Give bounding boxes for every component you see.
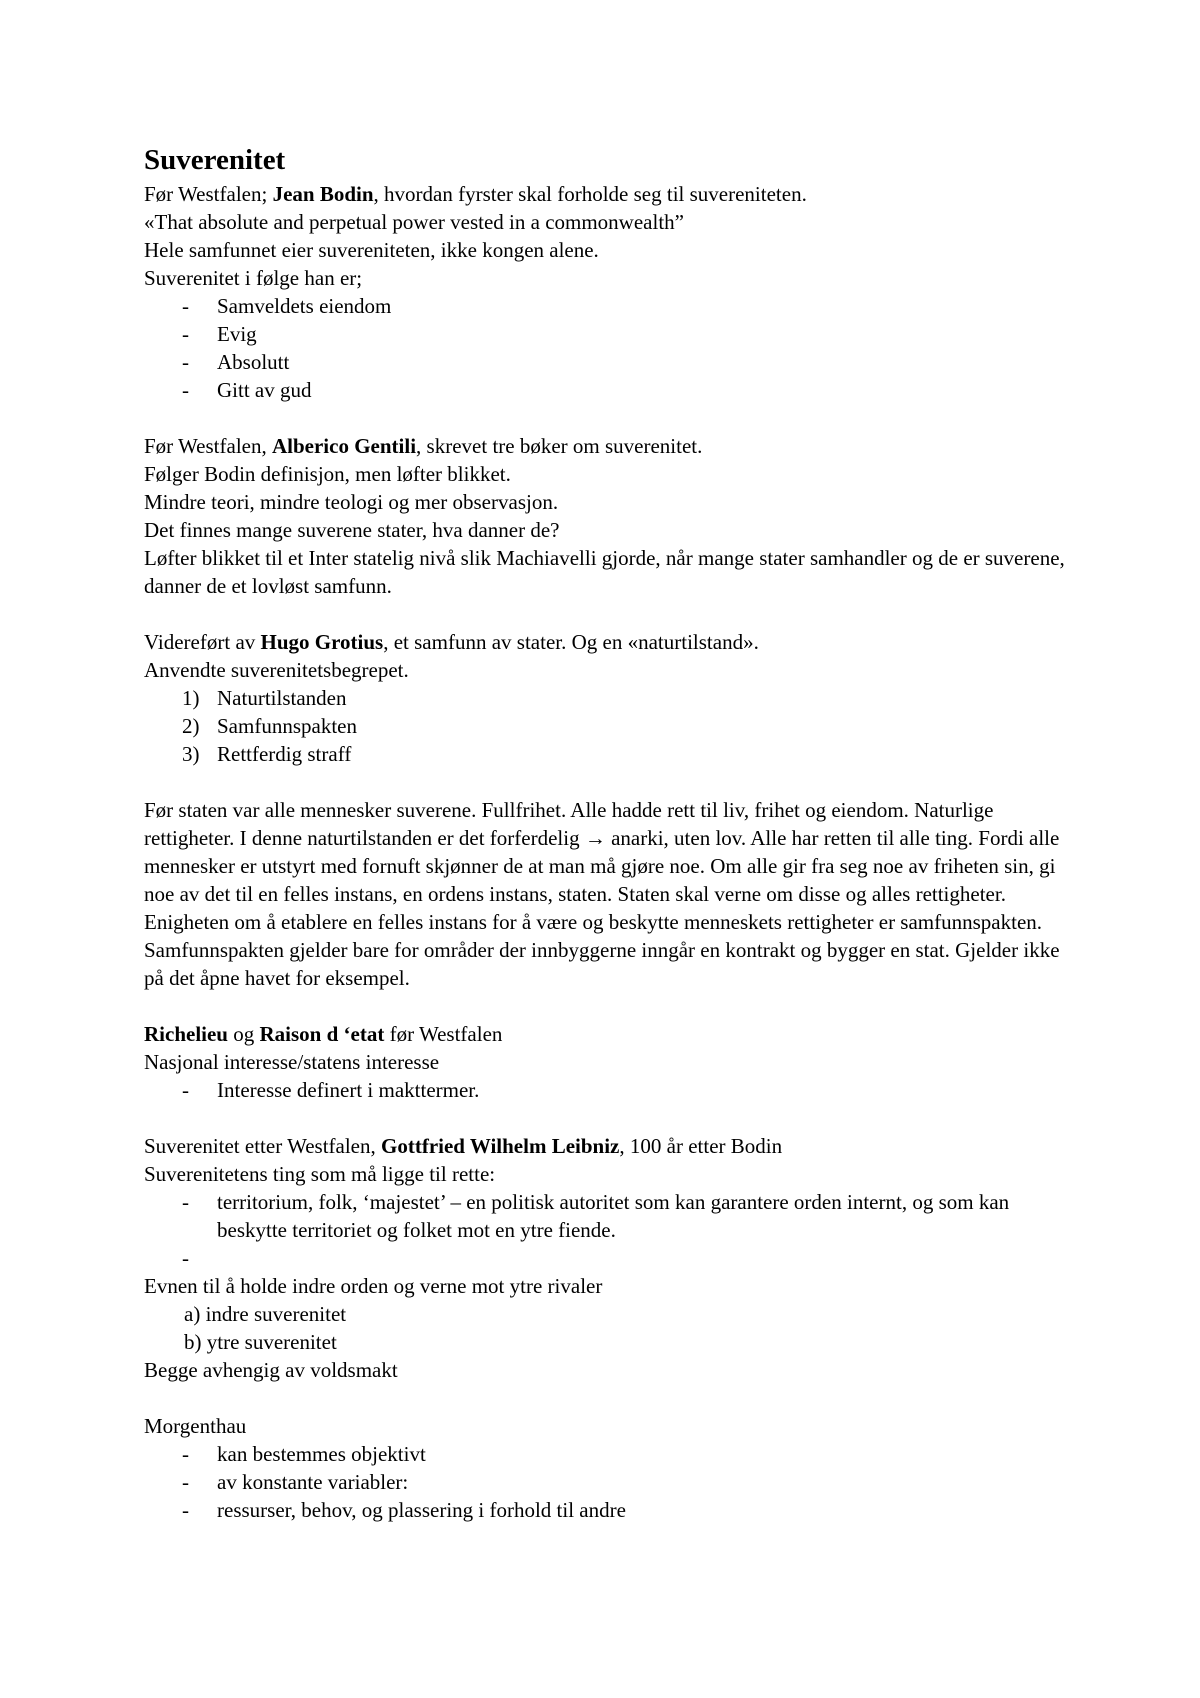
paragraph-line: Evnen til å holde indre orden og verne mot ytre rivaler [144, 1274, 603, 1298]
document-title: Suverenitet [144, 144, 286, 176]
text: Suverenitet etter Westfalen, [144, 1134, 381, 1158]
text: , skrevet tre bøker om suverenitet. [416, 434, 703, 458]
person-name: Alberico Gentili [271, 434, 417, 458]
list-item-text: Rettferdig straff [217, 742, 352, 766]
paragraph-line: Hele samfunnet eier suvereniteten, ikke kongen alene. [144, 238, 599, 262]
bullet-mark: - [182, 378, 189, 402]
sub-item: b) ytre suverenitet [184, 1330, 337, 1354]
list-item-text: kan bestemmes objektivt [217, 1442, 426, 1466]
paragraph-line: Suverenitet i følge han er; [144, 266, 363, 290]
numbered-item [144, 740, 1080, 768]
numbered-item [144, 712, 1080, 740]
numbered-item [144, 684, 1080, 712]
paragraph-line: Nasjonal interesse/statens interesse [144, 1050, 440, 1074]
list-item [144, 1496, 1080, 1524]
list-item-text: Samveldets eiendom [217, 294, 392, 318]
paragraph-line: Anvendte suverenitetsbegrepet. [144, 658, 409, 682]
text: , 100 år etter Bodin [619, 1134, 783, 1158]
grotius-intro [144, 628, 1080, 656]
list-item [144, 376, 1080, 404]
sub-item: a) indre suverenitet [184, 1302, 347, 1326]
list-item [144, 320, 1080, 348]
person-name: Hugo Grotius [260, 630, 384, 654]
quote-line: «That absolute and perpetual power vested in a commonwealth” [144, 210, 684, 234]
leibniz-intro [144, 1132, 1080, 1160]
morgenthau-heading: Morgenthau [144, 1414, 247, 1438]
item-number: 2) [182, 714, 200, 738]
list-item-text: Interesse definert i makttermer. [217, 1078, 480, 1102]
list-item-text: Samfunnspakten [217, 714, 357, 738]
list-item-text: ressurser, behov, og plassering i forhold til andre [217, 1498, 626, 1522]
item-number: 3) [182, 742, 200, 766]
paragraph: Løfter blikket til et Inter statelig nivå slik Machiavelli gjorde, når mange stater samhandler og de er suverene, danner de et lovløst samfunn. [144, 546, 1065, 598]
text: Før staten var alle mennesker suverene. Fullfrihet. Alle hadde rett til liv, frihet og eiendom. Naturlige rettigheter. I denne naturtilstanden er det forferdelig [144, 798, 994, 850]
list-item-text: Gitt av gud [217, 378, 312, 402]
spacer [144, 1104, 1080, 1132]
person-name: Richelieu [144, 1022, 228, 1046]
bullet-mark: - [182, 294, 189, 318]
list-item [144, 1440, 1080, 1468]
list-item [144, 348, 1080, 376]
item-number: 1) [182, 686, 200, 710]
text: , hvordan fyrster skal forholde seg til suvereniteten. [373, 182, 807, 206]
text: anarki, uten lov. Alle har retten til alle ting. Fordi alle mennesker er utstyrt med fornuft skjønner de at man må gjøre noe. Om alle gir fra seg noe av friheten sin, gi noe av det til en felles instans, en ordens instans, staten. Staten skal verne om disse og alles rettigheter. Enigheten om å etablere en felles instans for å være og beskytte menneskets rettigheter er samfunnspakten. Samfunnspakten gjelder bare for områder der innbyggerne inngår en kontrakt og bygger en stat. Gjelder ikke på det åpne havet for eksempel. [144, 826, 1060, 990]
text: Før Westfalen; [144, 182, 273, 206]
bullet-mark: - [182, 350, 189, 374]
paragraph-line: Begge avhengig av voldsmakt [144, 1358, 398, 1382]
term: Raison d ‘etat [259, 1022, 385, 1046]
paragraph-line: Suverenitetens ting som må ligge til rette: [144, 1162, 496, 1186]
list-item-text: av konstante variabler: [217, 1470, 409, 1494]
bullet-mark: - [182, 1078, 189, 1102]
list-item-text: territorium, folk, ‘majestet’ – en politisk autoritet som kan garantere orden internt, og som kan beskytte territoriet og folket mot en ytre fiende. [217, 1190, 1010, 1242]
list-item-text: Absolutt [217, 350, 290, 374]
list-item-text: Naturtilstanden [217, 686, 347, 710]
bullet-mark: - [182, 1442, 189, 1466]
text: Videreført av [144, 630, 261, 654]
list-item [144, 1076, 1080, 1104]
list-item [144, 1244, 1080, 1272]
person-name: Gottfried Wilhelm Leibniz [381, 1134, 620, 1158]
list-item-text: Evig [217, 322, 257, 346]
arrow-icon: → [584, 826, 606, 850]
bullet-mark: - [182, 322, 189, 346]
list-item [144, 1188, 1080, 1244]
paragraph-line: Mindre teori, mindre teologi og mer observasjon. [144, 490, 559, 514]
list-item [144, 1468, 1080, 1496]
spacer [144, 768, 1080, 796]
paragraph-line: Følger Bodin definisjon, men løfter blikket. [144, 462, 511, 486]
bodin-intro [144, 180, 1080, 208]
richelieu-intro [144, 1020, 1080, 1048]
person-name: Jean Bodin [272, 182, 374, 206]
spacer [144, 1384, 1080, 1412]
bullet-mark: - [182, 1498, 189, 1522]
spacer [144, 404, 1080, 432]
text: før Westfalen [384, 1022, 503, 1046]
list-item [144, 292, 1080, 320]
text: , et samfunn av stater. Og en «naturtilstand». [383, 630, 759, 654]
text: Før Westfalen, [144, 434, 272, 458]
paragraph-line: Det finnes mange suverene stater, hva danner de? [144, 518, 560, 542]
bullet-mark: - [182, 1470, 189, 1494]
bullet-mark: - [182, 1190, 189, 1214]
spacer [144, 600, 1080, 628]
spacer [144, 992, 1080, 1020]
gentili-intro [144, 432, 1080, 460]
bullet-mark: - [182, 1246, 189, 1270]
natural-state-paragraph [144, 796, 1080, 992]
text: og [228, 1022, 260, 1046]
